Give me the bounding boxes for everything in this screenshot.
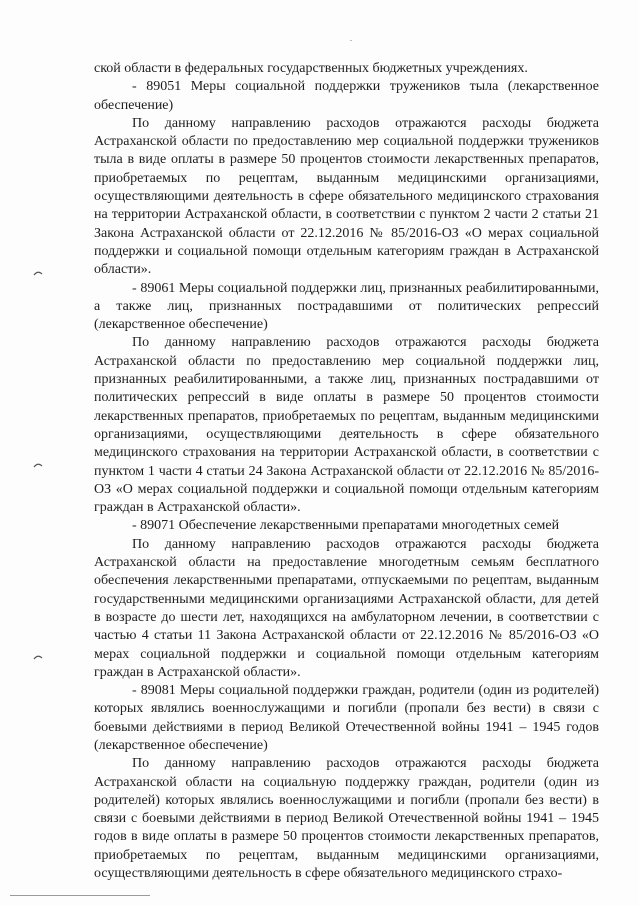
expense-item-89071-heading: - 89071 Обеспечение лекарственными препаратами многодетных семей — [132, 518, 560, 534]
expense-item-89071-description: По данному направлению расходов отражаются расходы бюджета Астраханской области на предоставление многодетным семьям бесплатного обеспечения лекарственными препаратами, отпускаемыми по рецептам, выданным государственными медицинскими организациями Астраханской области, для детей в возрасте до шести лет, находящихся на амбулаторном лечении, в соответствии с частью 4 статьи 11 Закона Астраханской области от 22.12.2016 № 85/2016-ОЗ «О мерах социальной поддержки и социальной помощи отдельным категориям граждан в Астраханской области». — [94, 536, 599, 680]
hole-punch-mark-icon — [33, 270, 43, 276]
scan-speck — [350, 40, 352, 41]
expense-item-89081-heading: - 89081 Меры социальной поддержки граждан, родители (один из родителей) которых являлись военнослужащими и погибли (пропали без вести) в связи с боевыми действиями в период Великой Отечественной войны 1941 – 1945 годов (лекарственное обеспечение) — [94, 683, 599, 753]
expense-item-89051-description: По данному направлению расходов отражаются расходы бюджета Астраханской области по предоставлению мер социальной поддержки тружеников тыла в виде оплаты в размере 50 процентов стоимости лекарственных препаратов, приобретаемых по рецептам, выданным медицинскими организациями, осуществляющими деятельность в сфере обязательного медицинского страхования на территории Астраханской области, в соответствии с пунктом 2 части 2 статьи 21 Закона Астраханской области от 22.12.2016 № 85/2016-ОЗ «О мерах социальной поддержки и социальной помощи отдельным категориям граждан в Астраханской области». — [94, 115, 599, 278]
hole-punch-mark-icon — [33, 462, 43, 468]
hole-punch-mark-icon — [33, 654, 43, 660]
expense-item-89061-description: По данному направлению расходов отражаются расходы бюджета Астраханской области по предоставлению мер социальной поддержки лиц, признанных реабилитированными, а также лиц, признанных пострадавшими от политических репрессий в виде оплаты в размере 50 процентов стоимости лекарственных препаратов, приобретаемых по рецептам, выданным медицинскими организациями, осуществляющими деятельность в сфере обязательного медицинского страхования на территории Астраханской области, в соответствии с пунктом 1 части 4 статьи 24 Закона Астраханской области от 22.12.2016 № 85/2016-ОЗ «О мерах социальной поддержки и социальной помощи отдельным категориям граждан в Астраханской области». — [94, 335, 599, 516]
expense-item-89081-description: По данному направлению расходов отражаются расходы бюджета Астраханской области на социальную поддержку граждан, родители (один из родителей) которых являлись военнослужащими и погибли (пропали без вести) в связи с боевыми действиями в период Великой Отечественной войны 1941 – 1945 годов в виде оплаты в размере 50 процентов стоимости лекарственных препаратов, приобретаемых по рецептам, выданным медицинскими организациями, осуществляющими деятельность в сфере обязательного медицинского страхо- — [94, 756, 599, 882]
footer-rule — [10, 895, 150, 896]
document-body — [94, 60, 599, 883]
paragraph-continuation: ской области в федеральных государственных бюджетных учреждениях. — [94, 61, 528, 76]
expense-item-89061-heading: - 89061 Меры социальной поддержки лиц, признанных реабилитированными, а также лиц, признанных пострадавшими от политических репрессий (лекарственное обеспечение) — [94, 280, 599, 333]
expense-item-89051-heading: - 89051 Меры социальной поддержки тружеников тыла (лекарственное обеспечение) — [94, 79, 599, 113]
